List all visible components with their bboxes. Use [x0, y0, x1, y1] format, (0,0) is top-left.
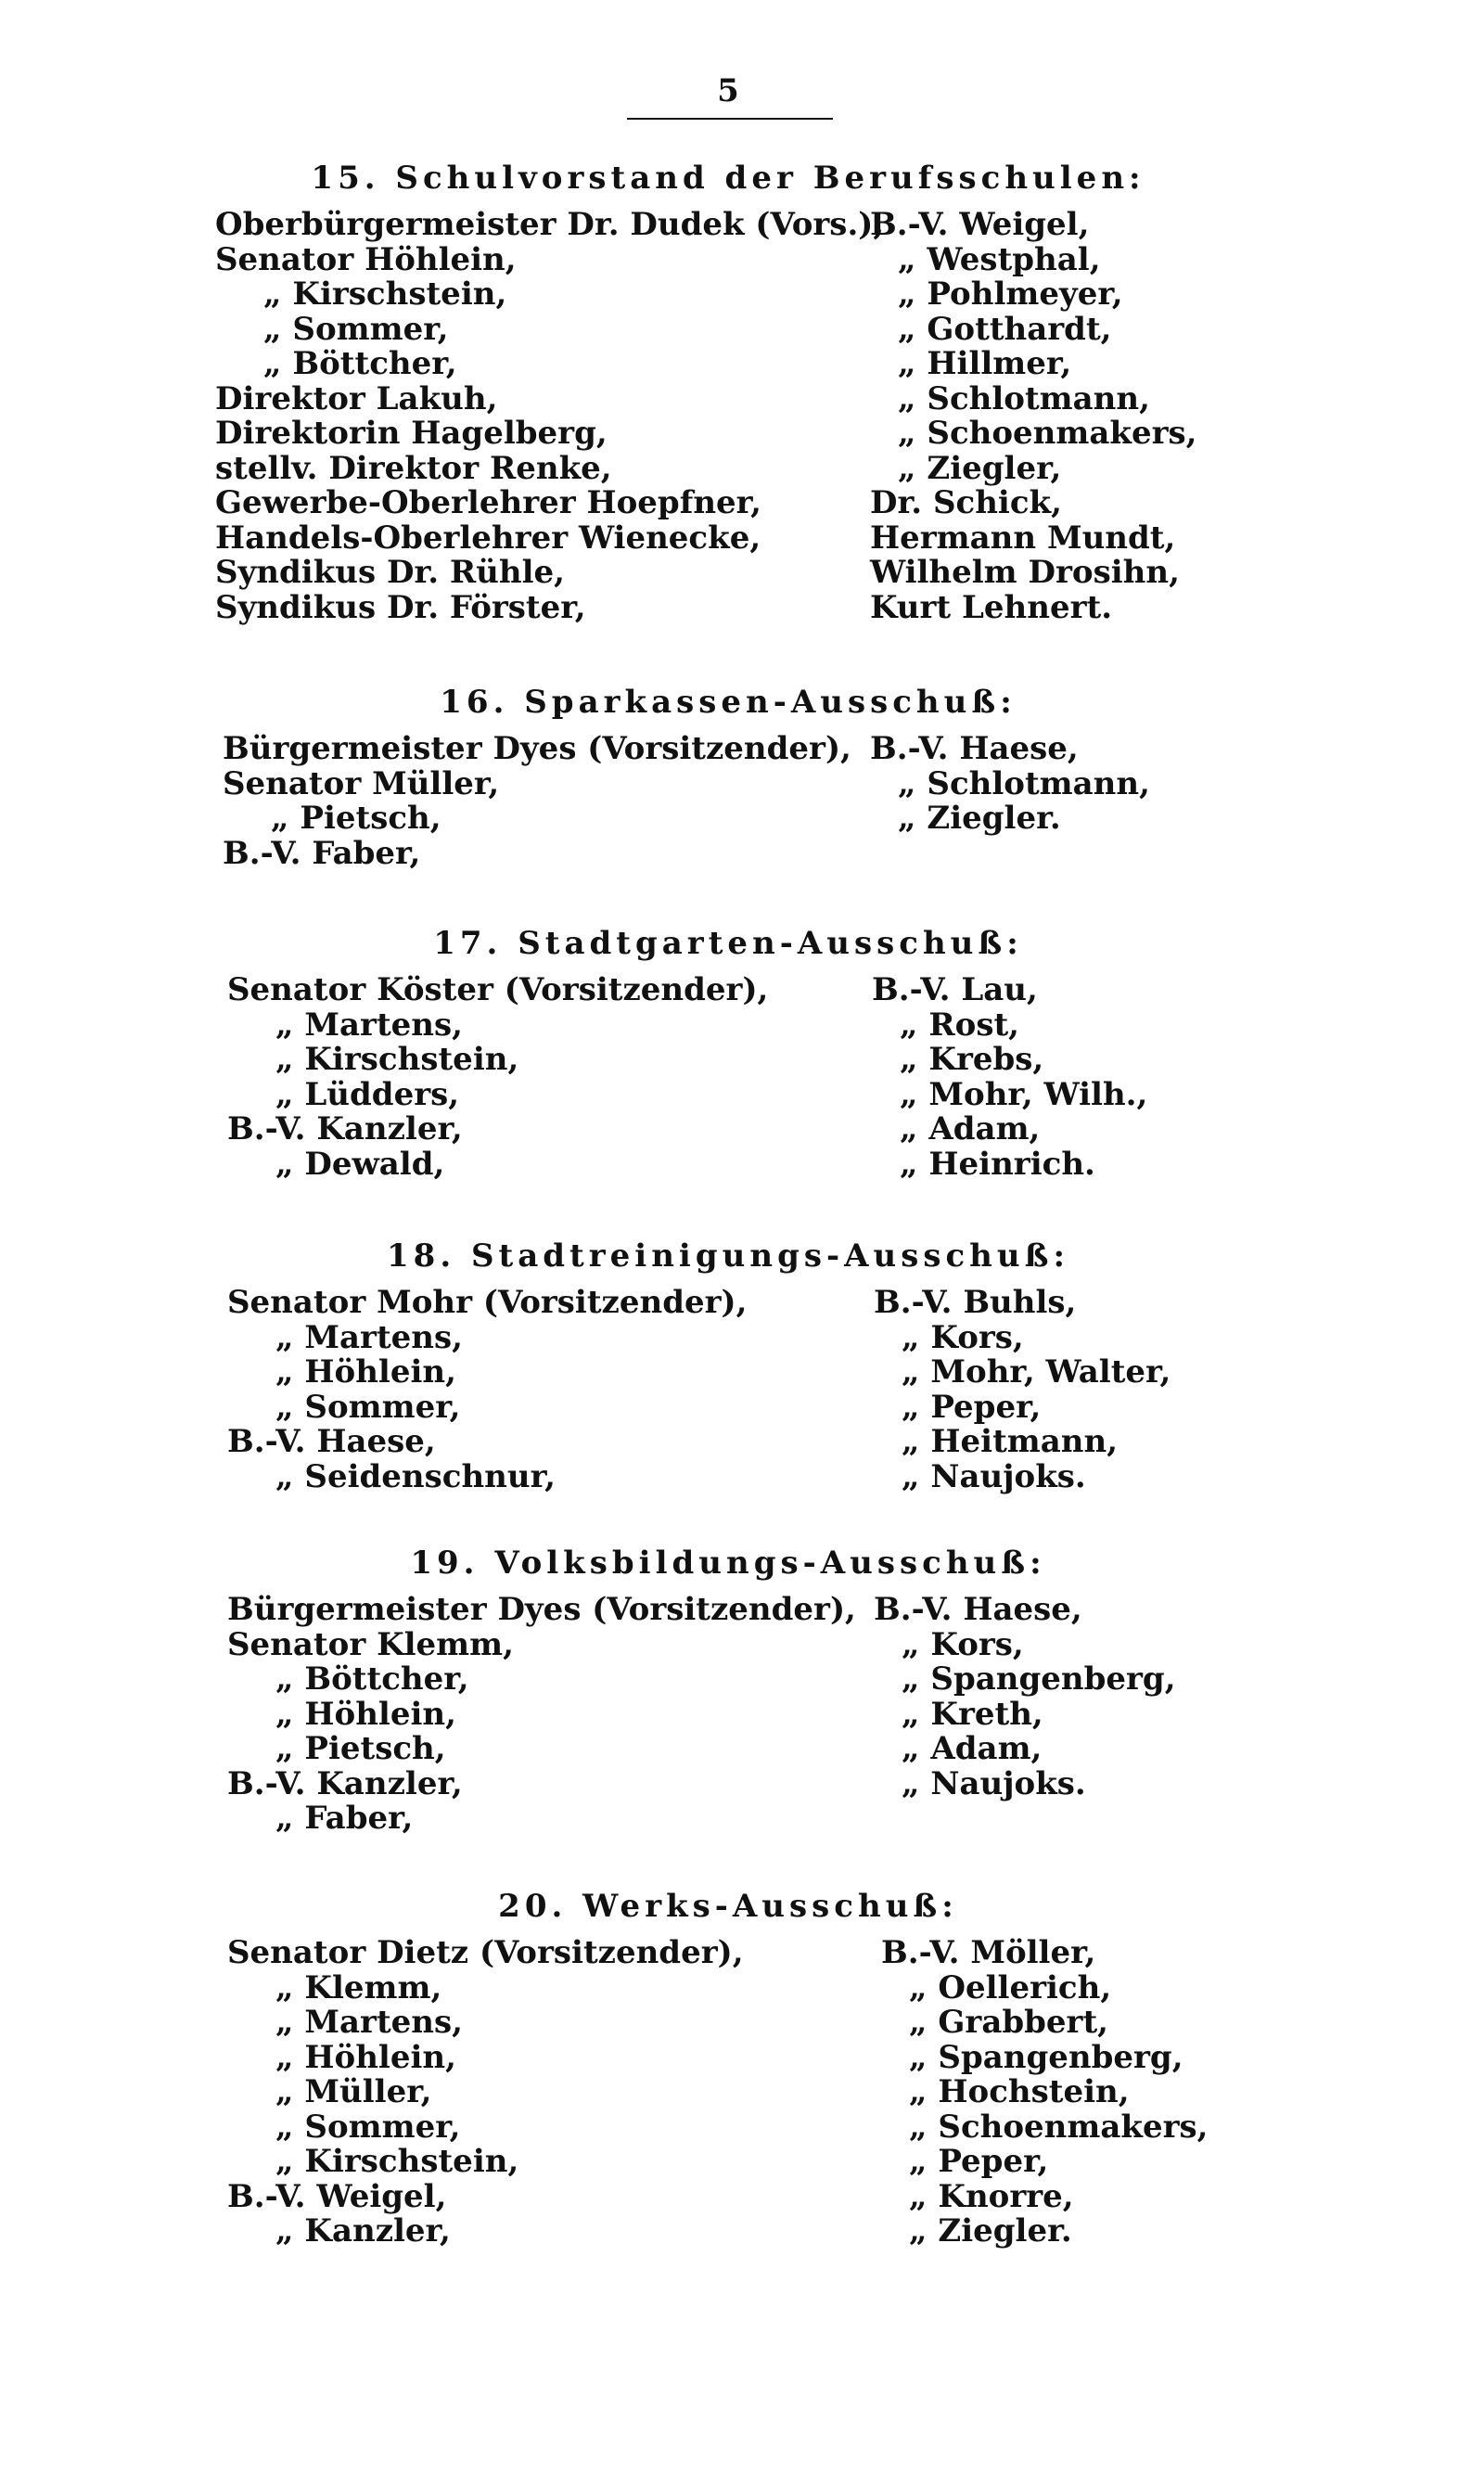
member-entry: stellv. Direktor Renke,: [215, 449, 612, 487]
members-right: [874, 1593, 1176, 1801]
member-entry: „ Kirschstein,: [263, 276, 507, 313]
members-right: [881, 1936, 1209, 2250]
section-title: 20. Werks-Ausschuß:: [498, 1888, 958, 1925]
members-right: [872, 973, 1147, 1182]
member-entry: „ Adam,: [900, 1110, 1041, 1147]
members-left: [227, 1286, 747, 1494]
member-entry: „ Schoenmakers,: [909, 2108, 1209, 2146]
member-entry: „ Höhlein,: [275, 2038, 456, 2076]
member-entry: „ Martens,: [275, 2004, 464, 2041]
member-entry: „ Mohr, Wilh.,: [900, 1075, 1148, 1113]
member-entry: Wilhelm Drosihn,: [870, 554, 1180, 591]
member-entry: „ Kors,: [902, 1625, 1024, 1663]
member-entry: Senator Köster (Vorsitzender),: [227, 971, 769, 1008]
member-entry: Syndikus Dr. Rühle,: [215, 554, 566, 591]
member-entry: „ Knorre,: [909, 2177, 1074, 2215]
member-entry: „ Faber,: [275, 1800, 414, 1837]
member-entry: B.-V. Kanzler,: [227, 1764, 463, 1802]
member-entry: „ Sommer,: [275, 2108, 461, 2146]
member-entry: „ Müller,: [275, 2073, 432, 2110]
member-entry: „ Klemm,: [275, 1968, 442, 2006]
member-entry: „ Sommer,: [263, 310, 449, 348]
member-entry: Kurt Lehnert.: [870, 588, 1113, 626]
member-entry: „ Peper,: [902, 1388, 1042, 1426]
member-entry: Oberbürgermeister Dr. Dudek (Vors.),: [215, 206, 885, 243]
member-entry: B.-V. Haese,: [870, 730, 1079, 767]
member-entry: „ Schoenmakers,: [898, 415, 1197, 452]
member-entry: B.-V. Haese,: [874, 1591, 1082, 1628]
member-entry: „ Mohr, Walter,: [902, 1353, 1171, 1391]
member-entry: „ Pietsch,: [275, 1730, 446, 1767]
member-entry: B.-V. Faber,: [223, 834, 421, 872]
member-entry: B.-V. Möller,: [881, 1934, 1096, 1971]
member-entry: „ Höhlein,: [275, 1695, 456, 1733]
member-entry: „ Kirschstein,: [275, 1041, 519, 1078]
member-entry: „ Pietsch,: [271, 800, 441, 837]
member-entry: „ Grabbert,: [909, 2004, 1109, 2041]
member-entry: Senator Mohr (Vorsitzender),: [227, 1284, 748, 1321]
member-entry: Handels-Oberlehrer Wienecke,: [215, 519, 761, 557]
member-entry: B.-V. Weigel,: [870, 206, 1090, 243]
members-left: [227, 1936, 744, 2250]
section-title: 16. Sparkassen-Ausschuß:: [440, 684, 1017, 721]
member-entry: B.-V. Kanzler,: [227, 1110, 463, 1147]
member-entry: Bürgermeister Dyes (Vorsitzender),: [227, 1591, 856, 1628]
section-title: 17. Stadtgarten-Ausschuß:: [433, 925, 1023, 962]
member-entry: „ Pohlmeyer,: [898, 276, 1123, 313]
member-entry: „ Höhlein,: [275, 1353, 456, 1391]
member-entry: „ Martens,: [275, 1006, 464, 1044]
member-entry: Syndikus Dr. Förster,: [215, 588, 586, 626]
page-number-rule: [627, 118, 833, 120]
member-entry: „ Rost,: [900, 1006, 1020, 1044]
member-entry: Senator Müller,: [223, 764, 500, 802]
member-entry: „ Martens,: [275, 1318, 464, 1356]
member-entry: Gewerbe-Oberlehrer Hoepfner,: [215, 484, 761, 521]
member-entry: „ Naujoks.: [902, 1457, 1086, 1495]
member-entry: „ Spangenberg,: [902, 1660, 1176, 1698]
member-entry: „ Seidenschnur,: [275, 1457, 556, 1495]
member-entry: „ Heitmann,: [902, 1423, 1119, 1460]
member-entry: „ Gotthardt,: [898, 310, 1112, 348]
member-entry: „ Kors,: [902, 1318, 1024, 1356]
member-entry: „ Adam,: [902, 1730, 1043, 1767]
member-entry: B.-V. Buhls,: [874, 1284, 1077, 1321]
member-entry: „ Kreth,: [902, 1695, 1043, 1733]
member-entry: „ Schlotmann,: [898, 379, 1150, 417]
member-entry: „ Westphal,: [898, 240, 1101, 278]
member-entry: B.-V. Lau,: [872, 971, 1038, 1008]
page-number: 5: [717, 72, 739, 109]
members-right: [870, 208, 1197, 625]
members-left: [227, 973, 768, 1182]
members-left: [227, 1593, 856, 1837]
member-entry: Senator Dietz (Vorsitzender),: [227, 1934, 744, 1971]
member-entry: Senator Höhlein,: [215, 240, 517, 278]
member-entry: „ Oellerich,: [909, 1968, 1112, 2006]
member-entry: „ Ziegler,: [898, 449, 1062, 487]
section-title: 18. Stadtreinigungs-Ausschuß:: [387, 1237, 1069, 1275]
member-entry: Bürgermeister Dyes (Vorsitzender),: [223, 730, 851, 767]
member-entry: „ Ziegler.: [909, 2212, 1072, 2250]
section-title: 19. Volksbildungs-Ausschuß:: [410, 1545, 1046, 1582]
member-entry: Hermann Mundt,: [870, 519, 1176, 557]
member-entry: „ Schlotmann,: [898, 764, 1150, 802]
member-entry: B.-V. Haese,: [227, 1423, 436, 1460]
member-entry: „ Spangenberg,: [909, 2038, 1183, 2076]
member-entry: Direktorin Hagelberg,: [215, 415, 608, 452]
member-entry: „ Dewald,: [275, 1145, 445, 1183]
member-entry: „ Krebs,: [900, 1041, 1044, 1078]
member-entry: Senator Klemm,: [227, 1625, 514, 1663]
member-entry: „ Hillmer,: [898, 345, 1072, 382]
member-entry: „ Hochstein,: [909, 2073, 1130, 2110]
member-entry: Dr. Schick,: [870, 484, 1062, 521]
section-title: 15. Schulvorstand der Berufsschulen:: [311, 160, 1145, 197]
member-entry: Direktor Lakuh,: [215, 379, 498, 417]
member-entry: B.-V. Weigel,: [227, 2177, 447, 2215]
member-entry: „ Kanzler,: [275, 2212, 451, 2250]
member-entry: „ Heinrich.: [900, 1145, 1095, 1183]
member-entry: „ Böttcher,: [275, 1660, 469, 1698]
members-left: [223, 732, 851, 871]
member-entry: „ Böttcher,: [263, 345, 457, 382]
members-left: [215, 208, 884, 625]
member-entry: „ Peper,: [909, 2143, 1049, 2180]
member-entry: „ Sommer,: [275, 1388, 461, 1426]
members-right: [870, 732, 1150, 837]
member-entry: „ Kirschstein,: [275, 2143, 519, 2180]
members-right: [874, 1286, 1171, 1494]
member-entry: „ Naujoks.: [902, 1764, 1086, 1802]
member-entry: „ Ziegler.: [898, 800, 1061, 837]
member-entry: „ Lüdders,: [275, 1075, 460, 1113]
